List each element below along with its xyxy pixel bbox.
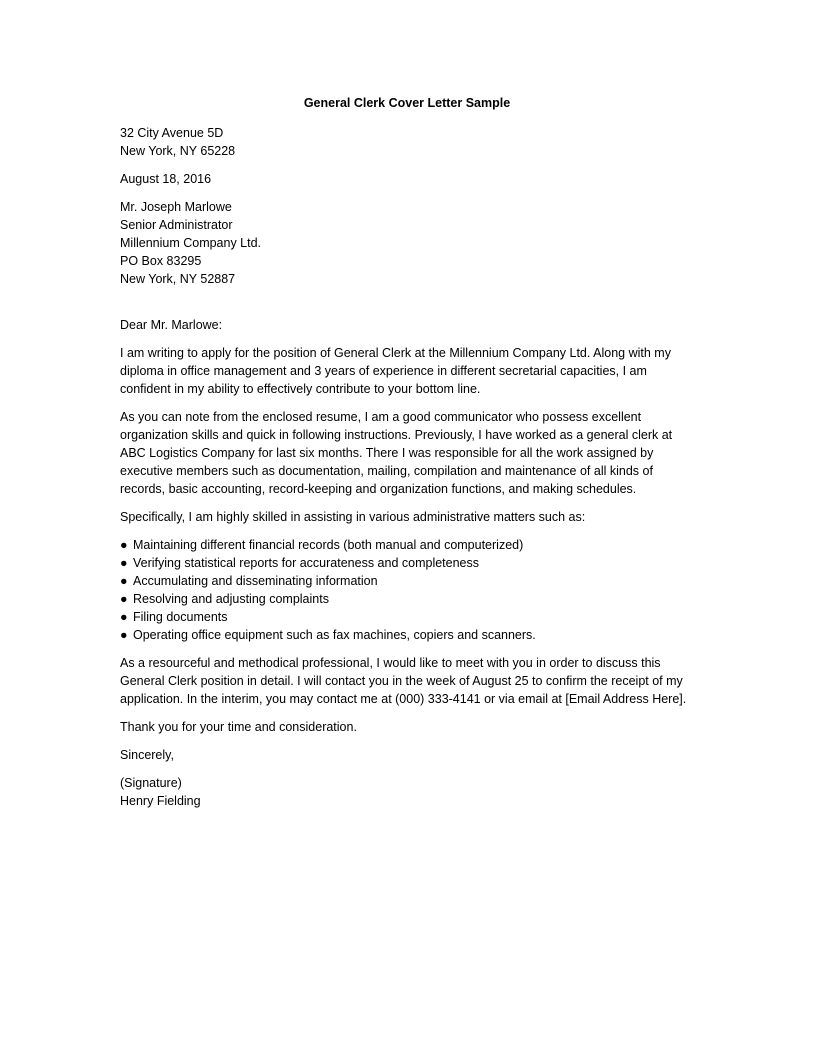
letter-content bbox=[120, 94, 698, 820]
signature-block bbox=[120, 774, 698, 810]
list-item bbox=[120, 536, 698, 554]
list-item bbox=[120, 626, 698, 644]
sign-off-text: Sincerely, bbox=[120, 748, 174, 762]
address-spacer bbox=[120, 288, 698, 316]
bullet-icon: ● bbox=[120, 610, 128, 624]
recipient-title: Senior Administrator bbox=[120, 218, 233, 232]
list-item bbox=[120, 572, 698, 590]
bullet-icon: ● bbox=[120, 628, 128, 642]
recipient-address bbox=[120, 198, 698, 288]
salutation bbox=[120, 316, 698, 334]
bullet-icon: ● bbox=[120, 574, 128, 588]
recipient-city: New York, NY 52887 bbox=[120, 272, 236, 286]
list-item-text: Accumulating and disseminating information bbox=[133, 574, 378, 588]
date-text: August 18, 2016 bbox=[120, 172, 212, 186]
recipient-company: Millennium Company Ltd. bbox=[120, 236, 262, 250]
letter-date bbox=[120, 170, 698, 188]
bullet-icon: ● bbox=[120, 538, 128, 552]
skills-list bbox=[120, 536, 698, 644]
body-paragraph: I am writing to apply for the position of General Clerk at the Millennium Company Ltd. Along with my diploma in office management and 3 years of experience in different secretarial capacities, I am confident in my ability to effectively contribute to your bottom line. bbox=[120, 346, 671, 396]
closing-paragraph: Thank you for your time and consideration. bbox=[120, 720, 357, 734]
list-item-text: Maintaining different financial records (both manual and computerized) bbox=[133, 538, 524, 552]
list-item bbox=[120, 590, 698, 608]
sender-address-line: 32 City Avenue 5D bbox=[120, 126, 224, 140]
sign-off bbox=[120, 746, 698, 764]
list-item bbox=[120, 608, 698, 626]
salutation-text: Dear Mr. Marlowe: bbox=[120, 318, 223, 332]
recipient-po-box: PO Box 83295 bbox=[120, 254, 202, 268]
document-title: General Clerk Cover Letter Sample bbox=[303, 96, 511, 110]
list-item-text: Resolving and adjusting complaints bbox=[133, 592, 329, 606]
signer-name: Henry Fielding bbox=[120, 794, 201, 808]
bullet-icon: ● bbox=[120, 556, 128, 570]
list-item-text: Operating office equipment such as fax machines, copiers and scanners. bbox=[133, 628, 536, 642]
list-item bbox=[120, 554, 698, 572]
body-paragraph: Specifically, I am highly skilled in assisting in various administrative matters such as: bbox=[120, 510, 586, 524]
closing-paragraph: As a resourceful and methodical professional, I would like to meet with you in order to discuss this General Clerk position in detail. I will contact you in the week of August 25 to confirm the receipt of my application. In the interim, you may contact me at (000) 333-4141 or via email at [Email Address Here]. bbox=[120, 656, 687, 706]
list-item-text: Verifying statistical reports for accurateness and completeness bbox=[133, 556, 480, 570]
sender-address-line: New York, NY 65228 bbox=[120, 144, 236, 158]
signature-placeholder: (Signature) bbox=[120, 776, 182, 790]
bullet-icon: ● bbox=[120, 592, 128, 606]
sender-address bbox=[120, 124, 698, 160]
body-paragraph: As you can note from the enclosed resume, I am a good communicator who possess excellent organization skills and quick in following instructions. Previously, I have worked as a general clerk at ABC Logistics Company for last six months. There I was responsible for all the work assigned by executive members such as documentation, mailing, compilation and maintenance of all kinds of records, basic accounting, record-keeping and organization functions, and making schedules. bbox=[120, 410, 673, 496]
recipient-name: Mr. Joseph Marlowe bbox=[120, 200, 232, 214]
list-item-text: Filing documents bbox=[133, 610, 228, 624]
